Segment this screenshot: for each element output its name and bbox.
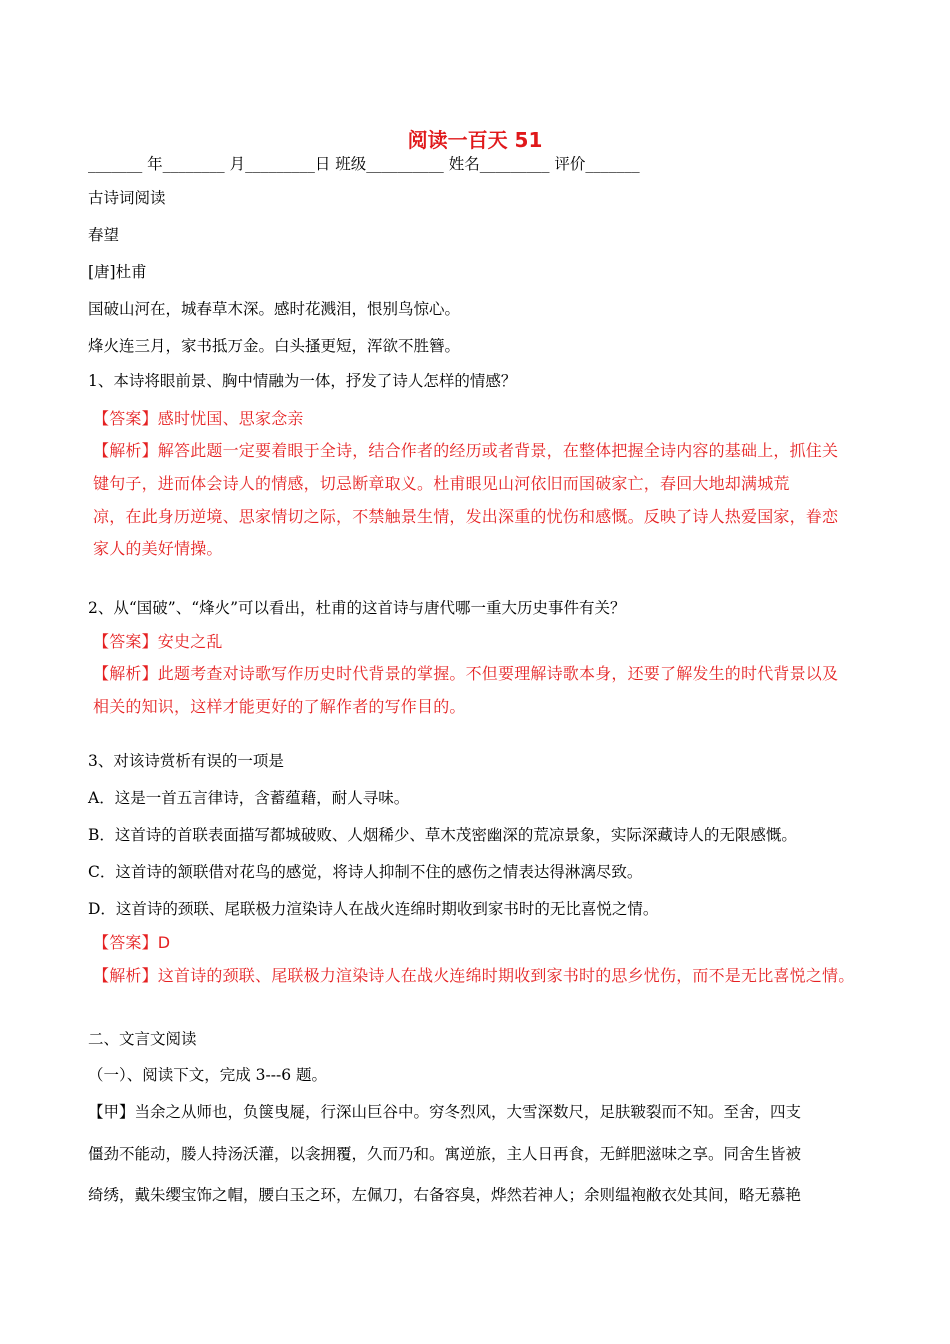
text-line: 古诗词阅读 [88, 189, 166, 207]
text-line: D．这首诗的颈联、尾联极力渲染诗人在战火连绵时期收到家书时的无比喜悦之情。 [88, 900, 659, 918]
text-line: 春望 [88, 226, 120, 244]
text-line: 烽火连三月，家书抵万金。白头搔更短，浑欲不胜簪。 [88, 337, 461, 355]
answer-line: 【答案】感时忧国、思家念亲 [93, 409, 304, 428]
answer-line: 相关的知识，这样才能更好的了解作者的写作目的。 [93, 697, 466, 716]
answer-line: 凉，在此身历逆境、思家情切之际，不禁触景生情，发出深重的忧伤和感慨。反映了诗人热爱国家，眷恋 [93, 507, 839, 526]
text-line: （一）、阅读下文，完成 3---6 题。 [88, 1066, 328, 1084]
answer-line: 【解析】解答此题一定要着眼于全诗，结合作者的经历或者背景，在整体把握全诗内容的基础上，抓住关 [93, 441, 839, 460]
text-line: 3、对该诗赏析有误的一项是 [88, 752, 284, 770]
text-line: B．这首诗的首联表面描写都城破败、人烟稀少、草木茂密幽深的荒凉景象，实际深藏诗人的无限感慨。 [88, 826, 797, 844]
text-line: 1、本诗将眼前景、胸中情融为一体，抒发了诗人怎样的情感？ [88, 372, 517, 390]
answer-line: 【答案】D [93, 933, 171, 952]
text-line: 国破山河在，城春草木深。感时花溅泪，恨别鸟惊心。 [88, 300, 461, 318]
answer-line: 家人的美好情操。 [93, 539, 223, 558]
answer-line: 【解析】这首诗的颈联、尾联极力渲染诗人在战火连绵时期收到家书时的思乡忧伤，而不是无比喜悦之情。 [93, 966, 855, 985]
text-line: 僵劲不能动，媵人持汤沃灌，以衾拥覆，久而乃和。寓逆旅，主人日再食，无鲜肥滋味之享。同舍生皆被 [88, 1145, 802, 1163]
answer-line: 键句子，进而体会诗人的情感，切忌断章取义。杜甫眼见山河依旧而国破家亡，春回大地却满城荒 [93, 474, 790, 493]
text-line: [唐]杜甫 [88, 263, 147, 281]
text-line: 【甲】当余之从师也，负箧曳屣，行深山巨谷中。穷冬烈风，大雪深数尺，足肤皲裂而不知。至舍，四支 [88, 1103, 802, 1121]
text-line: 二、文言文阅读 [88, 1030, 197, 1048]
text-line: 2、从“国破”、“烽火”可以看出，杜甫的这首诗与唐代哪一重大历史事件有关？ [88, 599, 626, 617]
answer-line: 【答案】安史之乱 [93, 632, 223, 651]
page-title: 阅读一百天 51 [407, 128, 543, 152]
header-fields: _______ 年________ 月_________日 班级__________ 姓名_________ 评价_______ [88, 155, 640, 173]
text-line: 绮绣，戴朱缨宝饰之帽，腰白玉之环，左佩刀，右备容臭，烨然若神人；余则缊袍敝衣处其间，略无慕艳 [88, 1186, 802, 1204]
text-line: A．这是一首五言律诗，含蓄蕴藉，耐人寻味。 [88, 789, 410, 807]
text-line: C．这首诗的颔联借对花鸟的感觉，将诗人抑制不住的感伤之情表达得淋漓尽致。 [88, 863, 643, 881]
answer-line: 【解析】此题考查对诗歌写作历史时代背景的掌握。不但要理解诗歌本身，还要了解发生的时代背景以及 [93, 664, 839, 683]
